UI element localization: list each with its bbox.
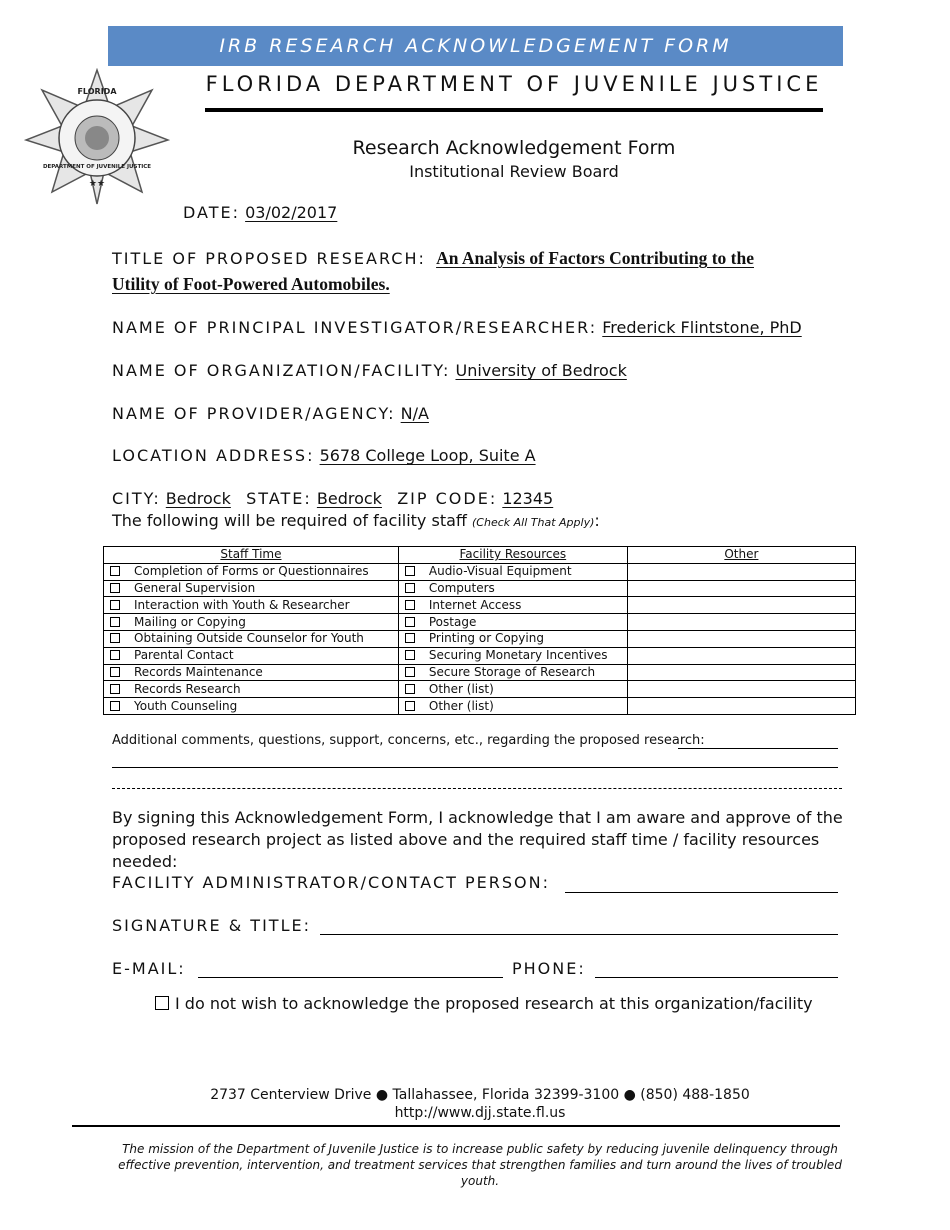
table-row bbox=[104, 580, 856, 597]
table-header-row bbox=[104, 547, 856, 564]
comments-line-2[interactable] bbox=[112, 767, 838, 768]
footer-divider bbox=[72, 1125, 840, 1127]
header-divider bbox=[205, 108, 823, 112]
other-cell[interactable] bbox=[627, 681, 855, 698]
facility-resource-cell[interactable] bbox=[398, 664, 627, 681]
staff-time-label: Obtaining Outside Counselor for Youth bbox=[134, 631, 364, 646]
email-input[interactable] bbox=[198, 977, 503, 978]
table-row bbox=[104, 630, 856, 647]
department-name: FLORIDA DEPARTMENT OF JUVENILE JUSTICE bbox=[205, 72, 823, 96]
research-title-value-line2[interactable]: Utility of Foot-Powered Automobiles. bbox=[112, 274, 390, 294]
checkbox-icon[interactable] bbox=[405, 617, 415, 627]
org-row bbox=[112, 361, 627, 380]
checkbox-icon[interactable] bbox=[110, 600, 120, 610]
zip-label: ZIP CODE: bbox=[397, 489, 498, 508]
date-row bbox=[183, 203, 337, 222]
phone-label: PHONE: bbox=[512, 959, 586, 978]
checkbox-icon[interactable] bbox=[110, 667, 120, 677]
provider-row bbox=[112, 404, 429, 423]
checkbox-icon[interactable] bbox=[405, 633, 415, 643]
org-label: NAME OF ORGANIZATION/FACILITY: bbox=[112, 361, 451, 380]
email-row bbox=[112, 959, 186, 978]
state-value[interactable]: Bedrock bbox=[316, 489, 382, 508]
other-cell[interactable] bbox=[627, 563, 855, 580]
facility-resource-cell[interactable] bbox=[398, 698, 627, 715]
svg-text:★★: ★★ bbox=[88, 179, 106, 189]
checkbox-icon[interactable] bbox=[110, 650, 120, 660]
checkbox-icon[interactable] bbox=[110, 583, 120, 593]
checkbox-icon[interactable] bbox=[110, 701, 120, 711]
required-text: The following will be required of facility staff bbox=[112, 511, 467, 530]
staff-time-label: General Supervision bbox=[134, 580, 256, 595]
table-row bbox=[104, 647, 856, 664]
signature-label: SIGNATURE & TITLE: bbox=[112, 916, 311, 935]
admin-input[interactable] bbox=[565, 892, 838, 893]
email-label: E-MAIL: bbox=[112, 959, 186, 978]
comments-label: Additional comments, questions, support, concerns, etc., regarding the proposed research: bbox=[112, 733, 705, 748]
date-label: DATE: bbox=[183, 203, 241, 222]
facility-resource-label: Printing or Copying bbox=[428, 631, 544, 646]
city-state-zip-row bbox=[112, 489, 553, 508]
checkbox-icon[interactable] bbox=[110, 617, 120, 627]
checkbox-icon[interactable] bbox=[405, 650, 415, 660]
org-value[interactable]: University of Bedrock bbox=[455, 361, 627, 380]
acknowledgement-text: By signing this Acknowledgement Form, I acknowledge that I am aware and approve of the proposed research project as listed above and the required staff time / facility resources needed: bbox=[112, 808, 843, 871]
address-value[interactable]: 5678 College Loop, Suite A bbox=[319, 446, 536, 465]
phone-row bbox=[512, 959, 586, 978]
header-other: Other bbox=[627, 547, 855, 564]
admin-row bbox=[112, 873, 550, 892]
other-cell[interactable] bbox=[627, 647, 855, 664]
form-banner: IRB RESEARCH ACKNOWLEDGEMENT FORM bbox=[108, 26, 843, 66]
research-title-row-2 bbox=[112, 274, 390, 295]
facility-resource-cell[interactable] bbox=[398, 614, 627, 631]
date-value[interactable]: 03/02/2017 bbox=[245, 203, 338, 222]
staff-time-label: Interaction with Youth & Researcher bbox=[134, 597, 350, 612]
staff-time-label: Parental Contact bbox=[134, 648, 234, 663]
mission-statement: The mission of the Department of Juvenile Justice is to increase public safety by reducing juvenile delinquency through effective prevention, intervention, and treatment services that strengthen families and turn around the lives of troubled youth. bbox=[118, 1142, 842, 1188]
facility-resource-cell[interactable] bbox=[398, 630, 627, 647]
staff-time-cell[interactable] bbox=[104, 597, 399, 614]
other-cell[interactable] bbox=[627, 597, 855, 614]
address-label: LOCATION ADDRESS: bbox=[112, 446, 315, 465]
city-value[interactable]: Bedrock bbox=[165, 489, 231, 508]
table-row bbox=[104, 597, 856, 614]
staff-time-label: Mailing or Copying bbox=[134, 614, 246, 629]
form-title: Research Acknowledgement Form bbox=[352, 137, 676, 159]
signature-input[interactable] bbox=[320, 934, 838, 935]
footer-website[interactable]: http://www.djj.state.fl.us bbox=[394, 1105, 566, 1121]
staff-time-label: Records Research bbox=[134, 681, 241, 696]
staff-time-label: Records Maintenance bbox=[134, 664, 263, 679]
pi-value[interactable]: Frederick Flintstone, PhD bbox=[602, 318, 802, 337]
zip-value[interactable]: 12345 bbox=[502, 489, 554, 508]
checkbox-icon[interactable] bbox=[405, 600, 415, 610]
seal-top-text: FLORIDA bbox=[77, 87, 117, 96]
header-staff-time: Staff Time bbox=[104, 547, 399, 564]
footer-address: 2737 Centerview Drive ● Tallahassee, Florida 32399-3100 ● (850) 488-1850 bbox=[210, 1087, 750, 1103]
table-row bbox=[104, 614, 856, 631]
staff-time-cell[interactable] bbox=[104, 681, 399, 698]
footer-address-block bbox=[100, 1086, 860, 1122]
facility-resource-cell[interactable] bbox=[398, 681, 627, 698]
form-subtitle: Institutional Review Board bbox=[409, 162, 619, 181]
other-cell[interactable] bbox=[627, 580, 855, 597]
decline-text: I do not wish to acknowledge the proposed research at this organization/facility bbox=[175, 994, 813, 1013]
other-cell[interactable] bbox=[627, 614, 855, 631]
resources-table bbox=[103, 546, 856, 715]
checkbox-icon[interactable] bbox=[405, 684, 415, 694]
required-staff-line bbox=[112, 511, 600, 530]
checkbox-icon[interactable] bbox=[110, 684, 120, 694]
header-facility-resources: Facility Resources bbox=[398, 547, 627, 564]
comments-line-1[interactable] bbox=[678, 748, 838, 749]
research-title-row bbox=[112, 248, 754, 269]
provider-value[interactable]: N/A bbox=[400, 404, 429, 423]
checkbox-icon[interactable] bbox=[110, 633, 120, 643]
checkbox-icon[interactable] bbox=[405, 566, 415, 576]
phone-input[interactable] bbox=[595, 977, 838, 978]
provider-label: NAME OF PROVIDER/AGENCY: bbox=[112, 404, 396, 423]
staff-time-cell[interactable] bbox=[104, 664, 399, 681]
pi-label: NAME OF PRINCIPAL INVESTIGATOR/RESEARCHER: bbox=[112, 318, 598, 337]
signature-row bbox=[112, 916, 311, 935]
required-note: (Check All That Apply) bbox=[472, 516, 595, 529]
city-label: CITY: bbox=[112, 489, 161, 508]
state-label: STATE: bbox=[246, 489, 312, 508]
facility-resource-label: Internet Access bbox=[428, 597, 522, 612]
checkbox-icon[interactable] bbox=[405, 701, 415, 711]
facility-resource-cell[interactable] bbox=[398, 580, 627, 597]
facility-resource-label: Audio-Visual Equipment bbox=[428, 564, 572, 579]
staff-time-cell[interactable] bbox=[104, 698, 399, 715]
seal-ring-text: DEPARTMENT OF JUVENILE JUSTICE bbox=[42, 164, 152, 170]
admin-label: FACILITY ADMINISTRATOR/CONTACT PERSON: bbox=[112, 873, 550, 892]
other-cell[interactable] bbox=[627, 630, 855, 647]
other-cell[interactable] bbox=[627, 664, 855, 681]
facility-resource-label: Postage bbox=[428, 614, 477, 629]
decline-checkbox[interactable] bbox=[155, 996, 169, 1010]
dashed-separator bbox=[112, 788, 842, 789]
staff-time-label: Youth Counseling bbox=[134, 698, 238, 713]
staff-time-cell[interactable] bbox=[104, 614, 399, 631]
checkbox-icon[interactable] bbox=[405, 583, 415, 593]
pi-row bbox=[112, 318, 802, 337]
department-seal-icon bbox=[24, 68, 170, 206]
checkbox-icon[interactable] bbox=[405, 667, 415, 677]
facility-resource-label: Other (list) bbox=[428, 698, 494, 713]
staff-time-cell[interactable] bbox=[104, 563, 399, 580]
decline-option[interactable] bbox=[155, 994, 813, 1013]
facility-resource-cell[interactable] bbox=[398, 647, 627, 664]
staff-time-cell[interactable] bbox=[104, 580, 399, 597]
staff-time-cell[interactable] bbox=[104, 630, 399, 647]
facility-resource-label: Securing Monetary Incentives bbox=[428, 648, 608, 663]
research-title-value-line1[interactable]: An Analysis of Factors Contributing to the bbox=[436, 248, 754, 268]
facility-resource-label: Secure Storage of Research bbox=[428, 664, 596, 679]
facility-resource-label: Computers bbox=[428, 580, 495, 595]
facility-resource-label: Other (list) bbox=[428, 681, 494, 696]
table-row bbox=[104, 664, 856, 681]
staff-time-label: Completion of Forms or Questionnaires bbox=[134, 564, 369, 579]
required-colon: : bbox=[594, 511, 600, 530]
checkbox-icon[interactable] bbox=[110, 566, 120, 576]
facility-resource-cell[interactable] bbox=[398, 597, 627, 614]
research-title-label: TITLE OF PROPOSED RESEARCH: bbox=[112, 249, 426, 268]
staff-time-cell[interactable] bbox=[104, 647, 399, 664]
table-row bbox=[104, 681, 856, 698]
other-cell[interactable] bbox=[627, 698, 855, 715]
table-row bbox=[104, 698, 856, 715]
facility-resource-cell[interactable] bbox=[398, 563, 627, 580]
table-row bbox=[104, 563, 856, 580]
address-row bbox=[112, 446, 536, 465]
